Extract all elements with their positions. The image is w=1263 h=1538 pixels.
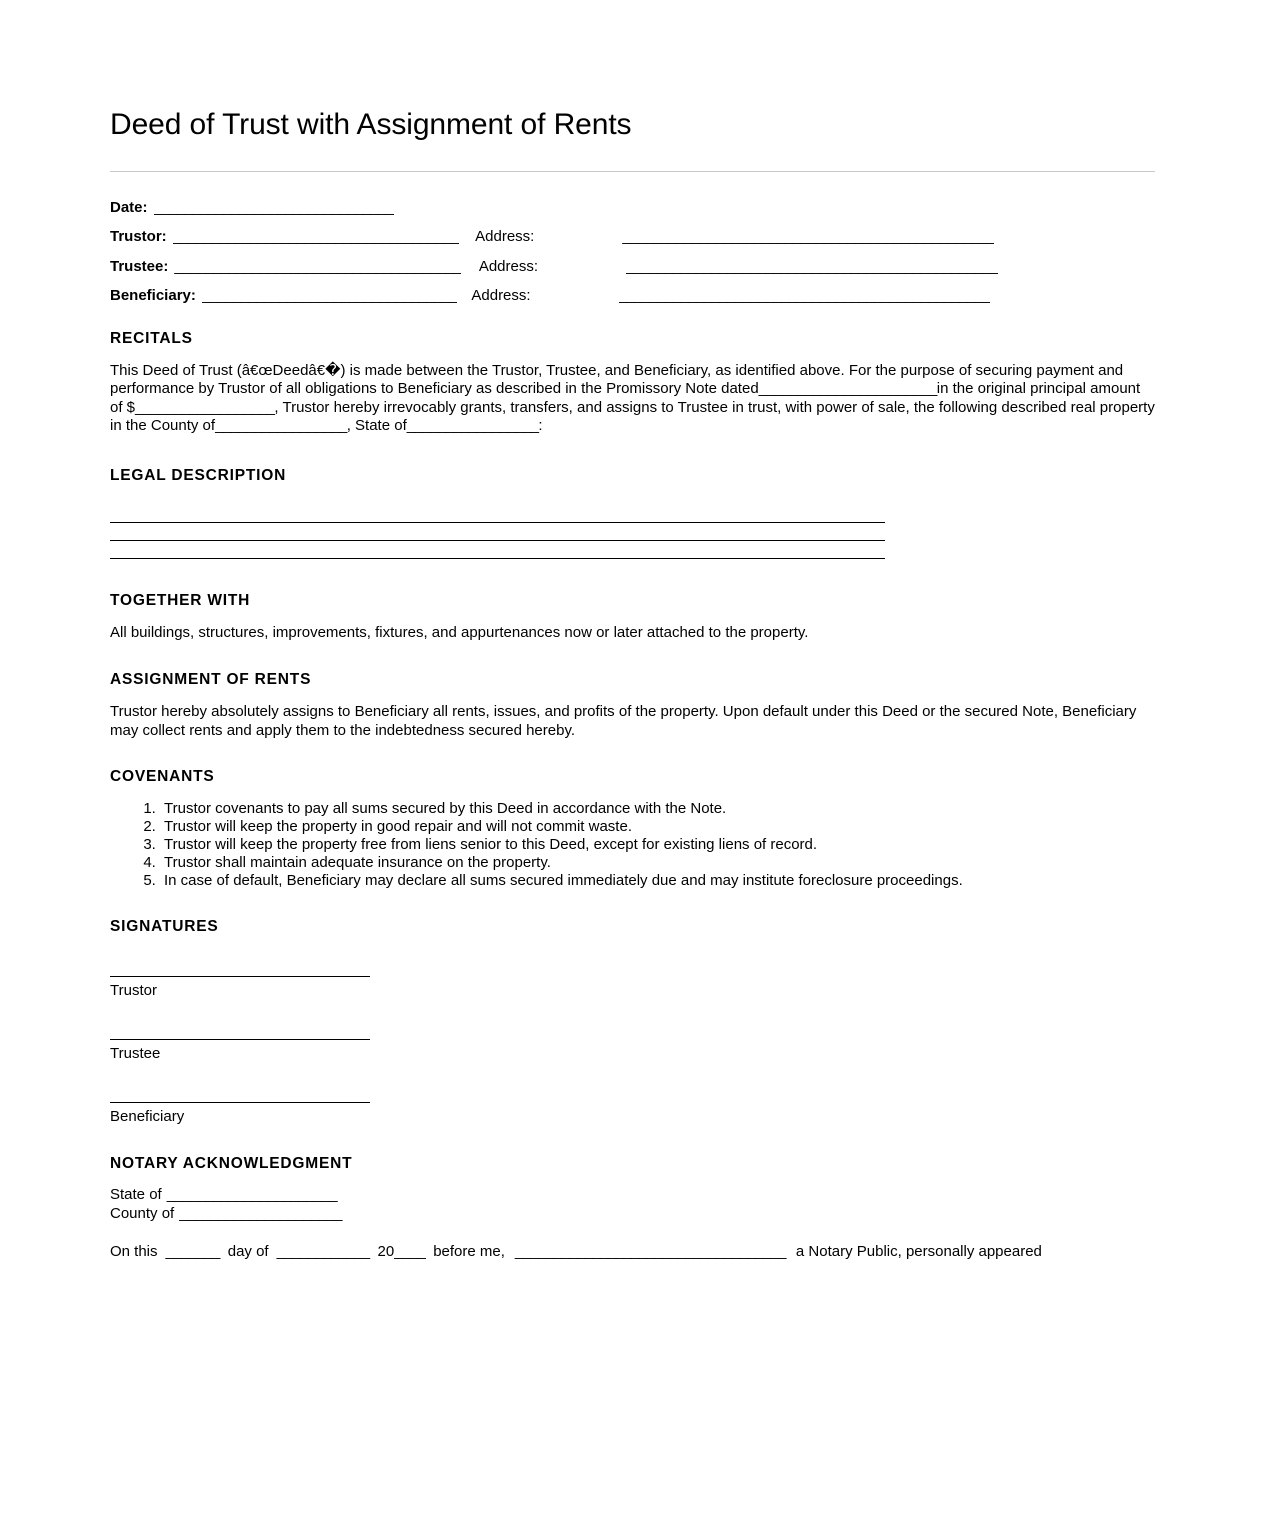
notary-state-row xyxy=(110,1186,1155,1204)
trustor-row xyxy=(110,228,1155,245)
notary-state-blank[interactable]: ______________________ xyxy=(166,1186,338,1204)
trustee-address-label: Address: xyxy=(478,257,539,275)
note-date-blank[interactable]: _______________________ xyxy=(758,380,937,398)
beneficiary-row xyxy=(110,287,1155,304)
notary-location-fields xyxy=(110,1186,1155,1223)
legal-description-lines xyxy=(110,505,885,559)
notary-heading: NOTARY ACKNOWLEDGMENT xyxy=(110,1155,353,1173)
notary-month-blank[interactable]: ____________ xyxy=(276,1242,370,1260)
together-with-paragraph: All buildings, structures, improvements, fixtures, and appurtenances now or later attached to the property. xyxy=(110,624,809,642)
recitals-text-3: , Trustor hereby irrevocably grants, transfers, and assigns to Trustee in trust, with power of sale, the following described real property in the County of xyxy=(110,398,1155,434)
page-title: Deed of Trust with Assignment of Rents xyxy=(110,108,632,141)
beneficiary-label: Beneficiary: xyxy=(110,287,196,304)
trustor-label: Trustor: xyxy=(110,228,167,245)
signature-line-trustor[interactable] xyxy=(110,976,370,977)
signature-caption-trustor: Trustor xyxy=(110,982,157,1000)
legal-description-line[interactable] xyxy=(110,523,885,541)
notary-year-prefix: 20 xyxy=(377,1242,395,1260)
signature-group-trustor xyxy=(110,976,1155,999)
legal-description-line[interactable] xyxy=(110,541,885,559)
trustee-row xyxy=(110,258,1155,275)
notary-day-of-label: day of xyxy=(227,1242,269,1260)
signature-line-beneficiary[interactable] xyxy=(110,1102,370,1103)
trustor-address-label: Address: xyxy=(475,228,535,245)
date-row xyxy=(110,199,1155,216)
covenant-item: 4. Trustor shall maintain adequate insurance on the property. xyxy=(160,854,1155,872)
beneficiary-blank[interactable]: _________________________________ xyxy=(201,287,458,304)
covenant-item: 1. Trustor covenants to pay all sums secured by this Deed in accordance with the Note. xyxy=(160,800,1155,818)
signature-group-beneficiary xyxy=(110,1102,1155,1125)
title-divider xyxy=(110,171,1155,172)
covenant-item: 3. Trustor will keep the property free from liens senior to this Deed, except for existing liens of record. xyxy=(160,836,1155,854)
recitals-text-4: , State of xyxy=(346,416,407,434)
notary-county-row xyxy=(110,1205,1155,1223)
date-blank[interactable]: _______________________________ xyxy=(153,198,394,216)
notary-year-blank[interactable]: ____ xyxy=(394,1242,426,1260)
trustor-blank[interactable]: _____________________________________ xyxy=(172,228,460,245)
trustee-label: Trustee: xyxy=(110,257,169,275)
notary-name-blank[interactable]: ___________________________________ xyxy=(514,1242,786,1260)
recitals-heading: RECITALS xyxy=(110,330,193,347)
recitals-text-2: in the original principal amount of $ xyxy=(110,380,1141,416)
signature-caption-beneficiary: Beneficiary xyxy=(110,1108,185,1126)
covenant-item: 5. In case of default, Beneficiary may declare all sums secured immediately due and may institute foreclosure proceedings. xyxy=(160,872,1155,890)
trustee-address-blank[interactable]: ________________________________________________ xyxy=(626,257,998,275)
recitals-text-5: : xyxy=(538,416,543,434)
signature-line-trustee[interactable] xyxy=(110,1039,370,1040)
trustee-blank[interactable]: _____________________________________ xyxy=(174,257,461,275)
notary-public-label: a Notary Public, personally appeared xyxy=(795,1242,1042,1260)
principal-amount-blank[interactable]: __________________ xyxy=(135,398,275,416)
signature-group-trustee xyxy=(110,1039,1155,1062)
legal-description-heading: LEGAL DESCRIPTION xyxy=(110,467,287,485)
beneficiary-address-label: Address: xyxy=(471,287,531,304)
covenant-item: 2. Trustor will keep the property in good repair and will not commit waste. xyxy=(160,818,1155,836)
covenants-list xyxy=(110,800,1155,890)
signature-caption-trustee: Trustee xyxy=(110,1045,161,1063)
legal-description-line[interactable] xyxy=(110,505,885,523)
notary-acknowledgment-paragraph xyxy=(110,1243,1155,1260)
notary-county-label: County of xyxy=(110,1204,175,1222)
covenants-heading: COVENANTS xyxy=(110,768,215,786)
signature-block xyxy=(110,976,1155,1125)
assignment-of-rents-heading: ASSIGNMENT OF RENTS xyxy=(110,671,312,689)
notary-county-blank[interactable]: _____________________ xyxy=(179,1204,342,1222)
notary-on-this-label: On this xyxy=(110,1242,158,1260)
date-label: Date: xyxy=(110,198,148,216)
beneficiary-address-blank[interactable]: ________________________________________________ xyxy=(618,287,991,304)
state-blank[interactable]: _________________ xyxy=(406,416,539,434)
county-blank[interactable]: _________________ xyxy=(215,416,347,434)
party-fields xyxy=(110,199,1155,305)
notary-before-me-label: before me, xyxy=(433,1242,505,1260)
notary-state-label: State of xyxy=(110,1186,162,1204)
assignment-of-rents-paragraph: Trustor hereby absolutely assigns to Beneficiary all rents, issues, and profits of the property. Upon default under this Deed or the secured Note, Beneficiary may collect rents and apply them to the indebtedness secured hereby. xyxy=(110,703,1137,739)
notary-day-blank[interactable]: _______ xyxy=(165,1242,220,1260)
together-with-heading: TOGETHER WITH xyxy=(110,592,251,610)
trustor-address-blank[interactable]: ________________________________________________ xyxy=(622,228,994,245)
recitals-paragraph xyxy=(110,362,1155,435)
recitals-text-1: This Deed of Trust (â€œDeedâ€�) is made between the Trustor, Trustee, and Beneficiary, as identified above. For the purpose of securing payment and performance by Trustor of all obligations to Beneficiary as described in the Promissory Note dated xyxy=(110,362,1124,398)
signatures-heading: SIGNATURES xyxy=(110,918,219,936)
